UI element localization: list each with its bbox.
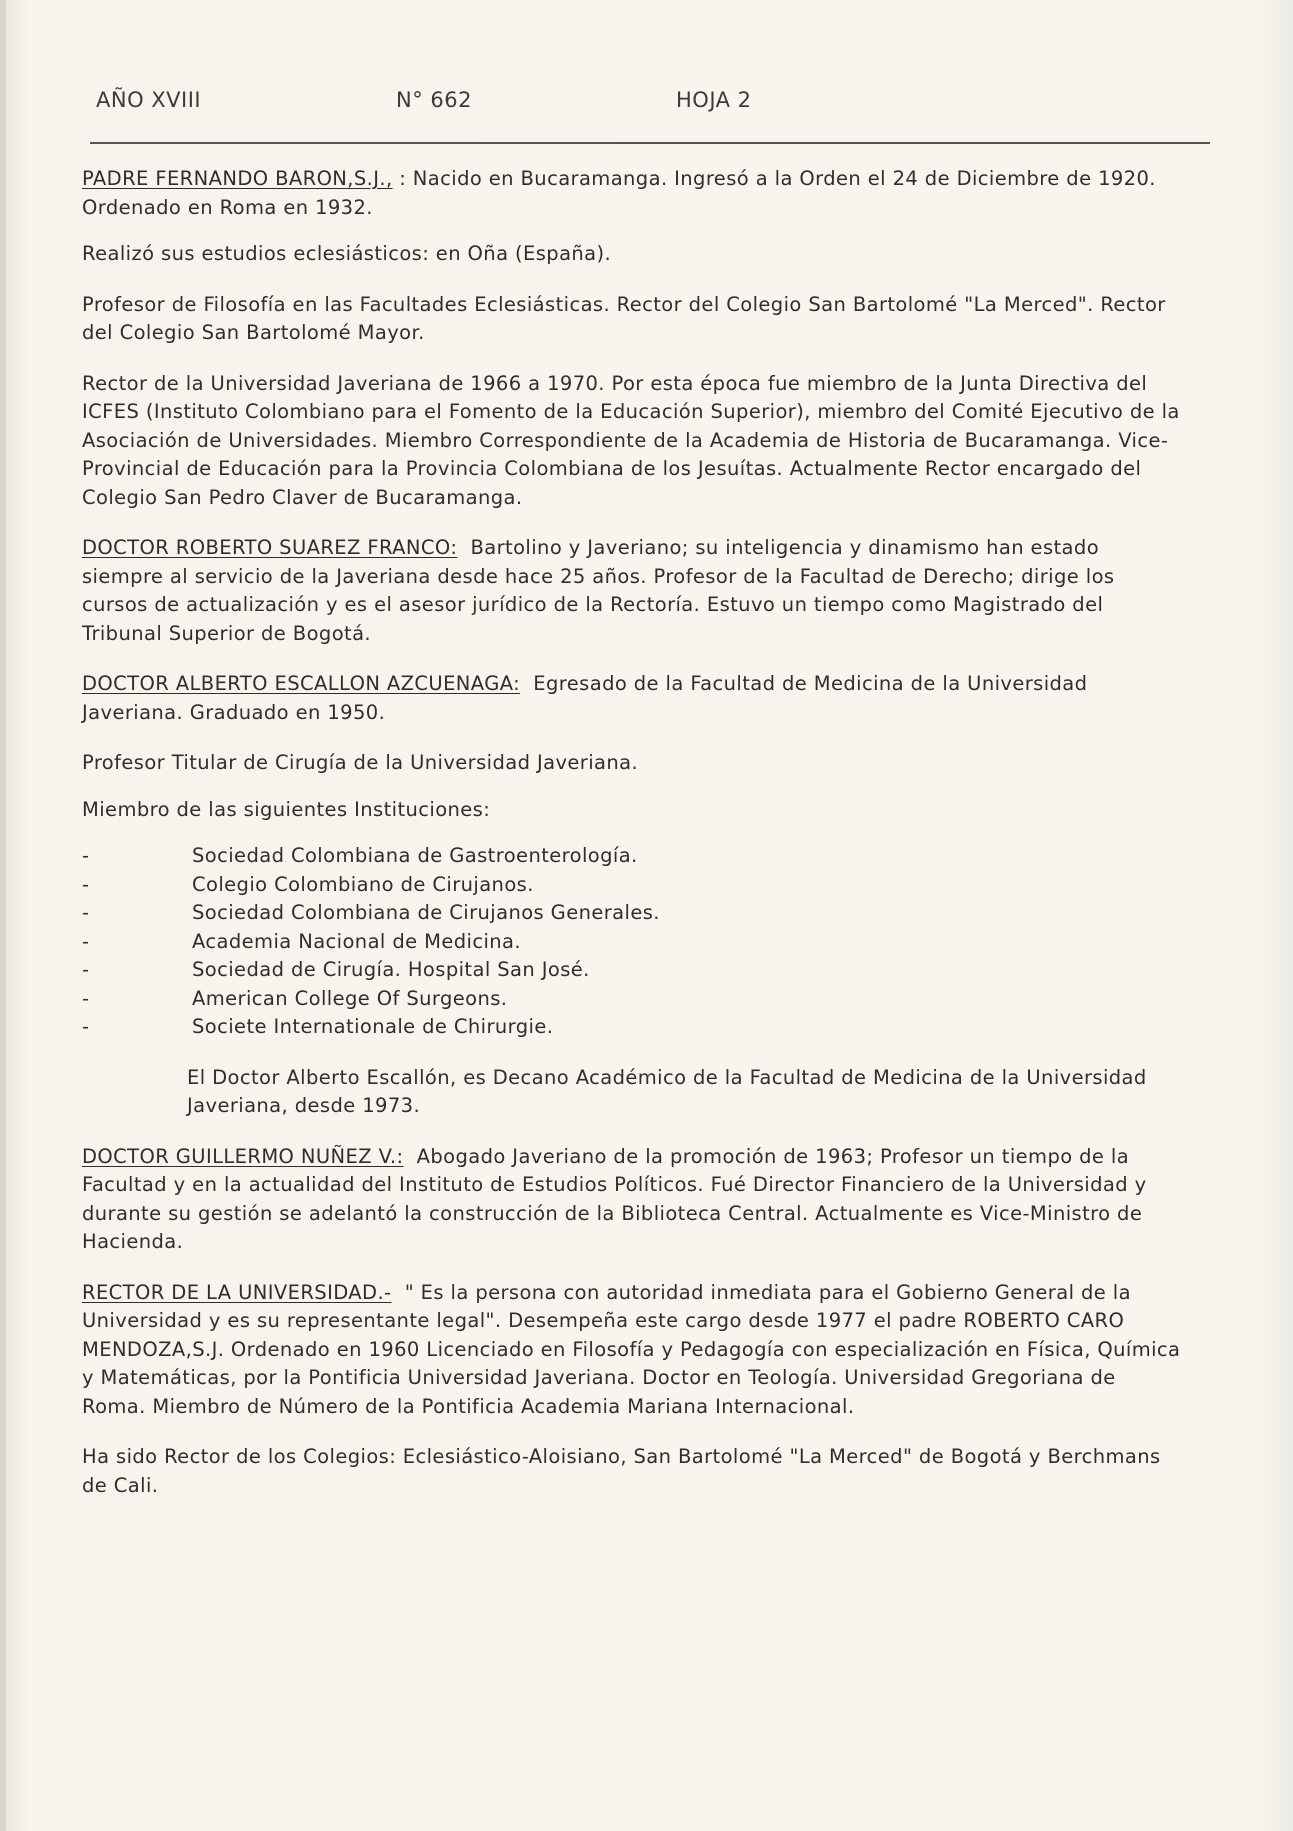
list-item: - Sociedad Colombiana de Gastroenterología. (82, 844, 638, 867)
suarez-paragraph (82, 534, 1182, 648)
escallon-paragraph-3: Miembro de las siguientes Instituciones: (82, 797, 491, 821)
nunez-paragraph (82, 1143, 1182, 1257)
page-header (96, 88, 1196, 118)
rector-text: " Es la persona con autoridad inmediata para el Gobierno General de la Universidad y es su representante legal". Desempeña este cargo desde 1977 el padre ROBERTO CARO MENDOZA,S.J. Ordenado en 1960 Licenciado en Filosofía y Pedagogía con especialización en Física, Química y Matemáticas, por la Pontificia Universidad Javeriana. Doctor en Teología. Universidad Gregoriana de Roma. Miembro de Número de la Pontificia Academia Mariana Internacional. (82, 1280, 1181, 1418)
baron-paragraph-4: Rector de la Universidad Javeriana de 1966 a 1970. Por esta época fue miembro de la Junta Directiva del ICFES (Instituto Colombiano para el Fomento de la Educación Superior), miembro del Comité Ejecutivo de la Asociación de Universidades. Miembro Correspondiente de la Academia de Historia de Bucaramanga. Vice-Provincial de Educación para la Provincia Colombiana de los Jesuítas. Actualmente Rector encargado del Colegio San Pedro Claver de Bucaramanga. (82, 371, 1180, 509)
rector-paragraph-2: Ha sido Rector de los Colegios: Eclesiástico-Aloisiano, San Bartolomé "La Merced" de Bogotá y Berchmans de Cali. (82, 1445, 1161, 1497)
escallon-paragraph-1 (82, 670, 1182, 727)
list-item: - American College Of Surgeons. (82, 986, 508, 1010)
suarez-name: DOCTOR ROBERTO SUAREZ FRANCO: (82, 536, 458, 559)
baron-text-1: Nacido en Bucaramanga. Ingresó a la Orden el 24 de Diciembre de 1920. Ordenado en Roma en 1932. (82, 167, 1156, 219)
baron-name: PADRE FERNANDO BARON,S.J., (82, 167, 393, 190)
baron-paragraph-1 (82, 165, 1182, 222)
suarez-text: Bartolino y Javeriano; su inteligencia y dinamismo han estado siempre al servicio de la Javeriana desde hace 25 años. Profesor de la Facultad de Derecho; dirige los cursos de actualización y es el asesor jurídico de la Rectoría. Estuvo un tiempo como Magistrado del Tribunal Superior de Bogotá. (82, 536, 1115, 645)
header-number: N° 662 (396, 88, 472, 112)
rector-name: RECTOR DE LA UNIVERSIDAD.- (82, 1280, 392, 1304)
header-divider (90, 142, 1210, 144)
list-item: - Sociedad de Cirugía. Hospital San José. (82, 958, 590, 981)
baron-paragraph-3: Profesor de Filosofía en las Facultades Eclesiásticas. Rector del Colegio San Bartolomé "La Merced". Rector del Colegio San Bartolomé Mayor. (82, 292, 1166, 344)
escallon-text-1: Egresado de la Facultad de Medicina de la Universidad Javeriana. Graduado en 1950. (82, 672, 1088, 724)
page-spine-edge (0, 0, 6, 1831)
document-body (82, 165, 1182, 1522)
list-item: - Societe Internationale de Chirurgie. (82, 1015, 554, 1038)
rector-paragraph (82, 1279, 1182, 1422)
list-item: - Colegio Colombiano de Cirujanos. (82, 872, 534, 896)
list-item: - Academia Nacional de Medicina. (82, 929, 521, 953)
institutions-list (82, 842, 1182, 1042)
escallon-name: DOCTOR ALBERTO ESCALLON AZCUENAGA: (82, 672, 521, 695)
nunez-name: DOCTOR GUILLERMO NUÑEZ V.: (82, 1144, 404, 1168)
nunez-text: Abogado Javeriano de la promoción de 1963; Profesor un tiempo de la Facultad y en la actualidad del Instituto de Estudios Políticos. Fué Director Financiero de la Universidad y durante su gestión se adelantó la construcción de la Biblioteca Central. Actualmente es Vice-Ministro de Hacienda. (82, 1144, 1147, 1253)
baron-paragraph-2: Realizó sus estudios eclesiásticos: en Oña (España). (82, 242, 612, 265)
header-sheet: HOJA 2 (676, 88, 752, 112)
baron-separator: : (392, 167, 413, 190)
list-item: - Sociedad Colombiana de Cirujanos Generales. (82, 901, 660, 924)
escallon-paragraph-2: Profesor Titular de Cirugía de la Universidad Javeriana. (82, 751, 639, 774)
header-year: AÑO XVIII (96, 88, 202, 112)
escallon-paragraph-4: El Doctor Alberto Escallón, es Decano Académico de la Facultad de Medicina de la Universidad Javeriana, desde 1973. (187, 1065, 1147, 1117)
